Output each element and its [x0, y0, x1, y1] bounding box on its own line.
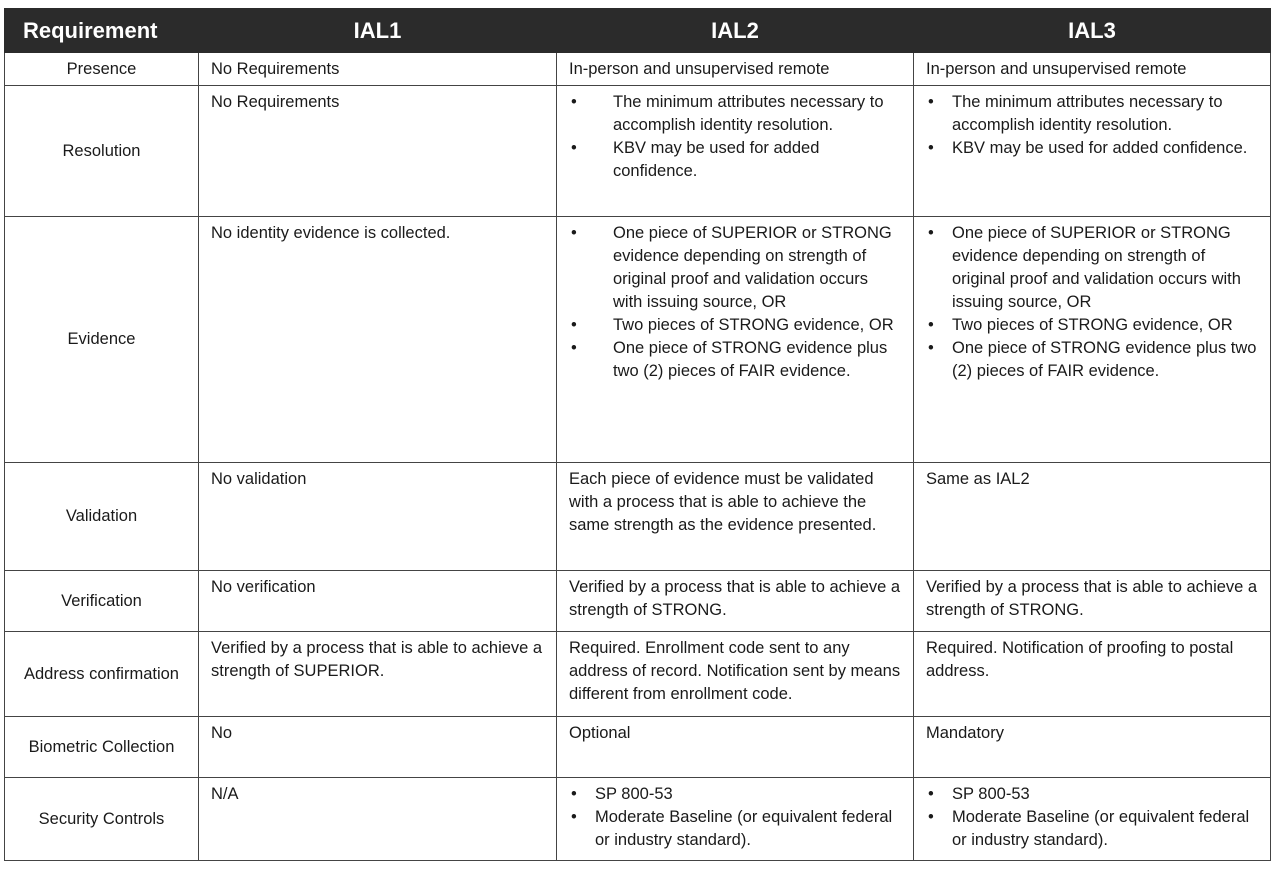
cell-ial1: No identity evidence is collected.	[199, 217, 557, 463]
bullet-list	[569, 91, 901, 183]
bullet-item: • SP 800-53	[926, 783, 1258, 806]
requirement-label: Validation	[5, 463, 199, 571]
bullet-item: • KBV may be used for added confidence.	[926, 137, 1258, 160]
requirement-label: Address confirmation	[5, 632, 199, 717]
row-evidence	[5, 217, 1271, 463]
cell-ial2: Optional	[557, 717, 914, 778]
row-biometric-collection	[5, 717, 1271, 778]
cell-ial2	[557, 778, 914, 861]
requirement-label: Presence	[5, 53, 199, 86]
bullet-list	[569, 783, 901, 852]
cell-ial1: No	[199, 717, 557, 778]
bullet-item: • Moderate Baseline (or equivalent federal or industry standard).	[926, 806, 1258, 852]
cell-ial3: In-person and unsupervised remote	[914, 53, 1271, 86]
bullet-item: • Two pieces of STRONG evidence, OR	[926, 314, 1258, 337]
bullet-item: • The minimum attributes necessary to accomplish identity resolution.	[569, 91, 901, 137]
bullet-item: • One piece of SUPERIOR or STRONG evidence depending on strength of original proof and validation occurs with issuing source, OR	[569, 222, 901, 314]
requirement-label: Biometric Collection	[5, 717, 199, 778]
cell-ial1: N/A	[199, 778, 557, 861]
cell-ial1: Verified by a process that is able to achieve a strength of SUPERIOR.	[199, 632, 557, 717]
header-ial1: IAL1	[199, 9, 557, 53]
cell-ial3: Mandatory	[914, 717, 1271, 778]
cell-ial1: No validation	[199, 463, 557, 571]
cell-ial2: Each piece of evidence must be validated with a process that is able to achieve the same strength as the evidence presented.	[557, 463, 914, 571]
requirement-label: Security Controls	[5, 778, 199, 861]
bullet-item: • KBV may be used for added confidence.	[569, 137, 901, 183]
cell-ial2	[557, 217, 914, 463]
cell-ial3: Verified by a process that is able to achieve a strength of STRONG.	[914, 571, 1271, 632]
cell-ial1: No Requirements	[199, 53, 557, 86]
cell-ial3: Same as IAL2	[914, 463, 1271, 571]
row-security-controls	[5, 778, 1271, 861]
cell-ial3	[914, 86, 1271, 217]
bullet-list	[926, 91, 1258, 160]
requirement-label: Evidence	[5, 217, 199, 463]
row-verification	[5, 571, 1271, 632]
requirement-label: Resolution	[5, 86, 199, 217]
cell-ial1: No verification	[199, 571, 557, 632]
header-ial3: IAL3	[914, 9, 1271, 53]
cell-ial2: In-person and unsupervised remote	[557, 53, 914, 86]
cell-ial2: Verified by a process that is able to achieve a strength of STRONG.	[557, 571, 914, 632]
bullet-list	[926, 222, 1258, 383]
bullet-list	[569, 222, 901, 383]
bullet-list	[926, 783, 1258, 852]
cell-ial2	[557, 86, 914, 217]
cell-ial3	[914, 778, 1271, 861]
cell-ial3: Required. Notification of proofing to postal address.	[914, 632, 1271, 717]
header-requirement: Requirement	[5, 9, 199, 53]
ial-requirements-table	[4, 8, 1271, 861]
cell-ial1: No Requirements	[199, 86, 557, 217]
cell-ial3	[914, 217, 1271, 463]
ial-requirements-table-wrapper	[4, 8, 1271, 861]
cell-ial2: Required. Enrollment code sent to any address of record. Notification sent by means different from enrollment code.	[557, 632, 914, 717]
bullet-item: • One piece of STRONG evidence plus two (2) pieces of FAIR evidence.	[569, 337, 901, 383]
requirement-label: Verification	[5, 571, 199, 632]
bullet-item: • The minimum attributes necessary to accomplish identity resolution.	[926, 91, 1258, 137]
bullet-item: • One piece of STRONG evidence plus two (2) pieces of FAIR evidence.	[926, 337, 1258, 383]
header-ial2: IAL2	[557, 9, 914, 53]
bullet-item: • One piece of SUPERIOR or STRONG evidence depending on strength of original proof and validation occurs with issuing source, OR	[926, 222, 1258, 314]
bullet-item: • Moderate Baseline (or equivalent federal or industry standard).	[569, 806, 901, 852]
bullet-item: • SP 800-53	[569, 783, 901, 806]
row-address-confirmation	[5, 632, 1271, 717]
header-row	[5, 9, 1271, 53]
bullet-item: • Two pieces of STRONG evidence, OR	[569, 314, 901, 337]
row-presence	[5, 53, 1271, 86]
row-validation	[5, 463, 1271, 571]
row-resolution	[5, 86, 1271, 217]
